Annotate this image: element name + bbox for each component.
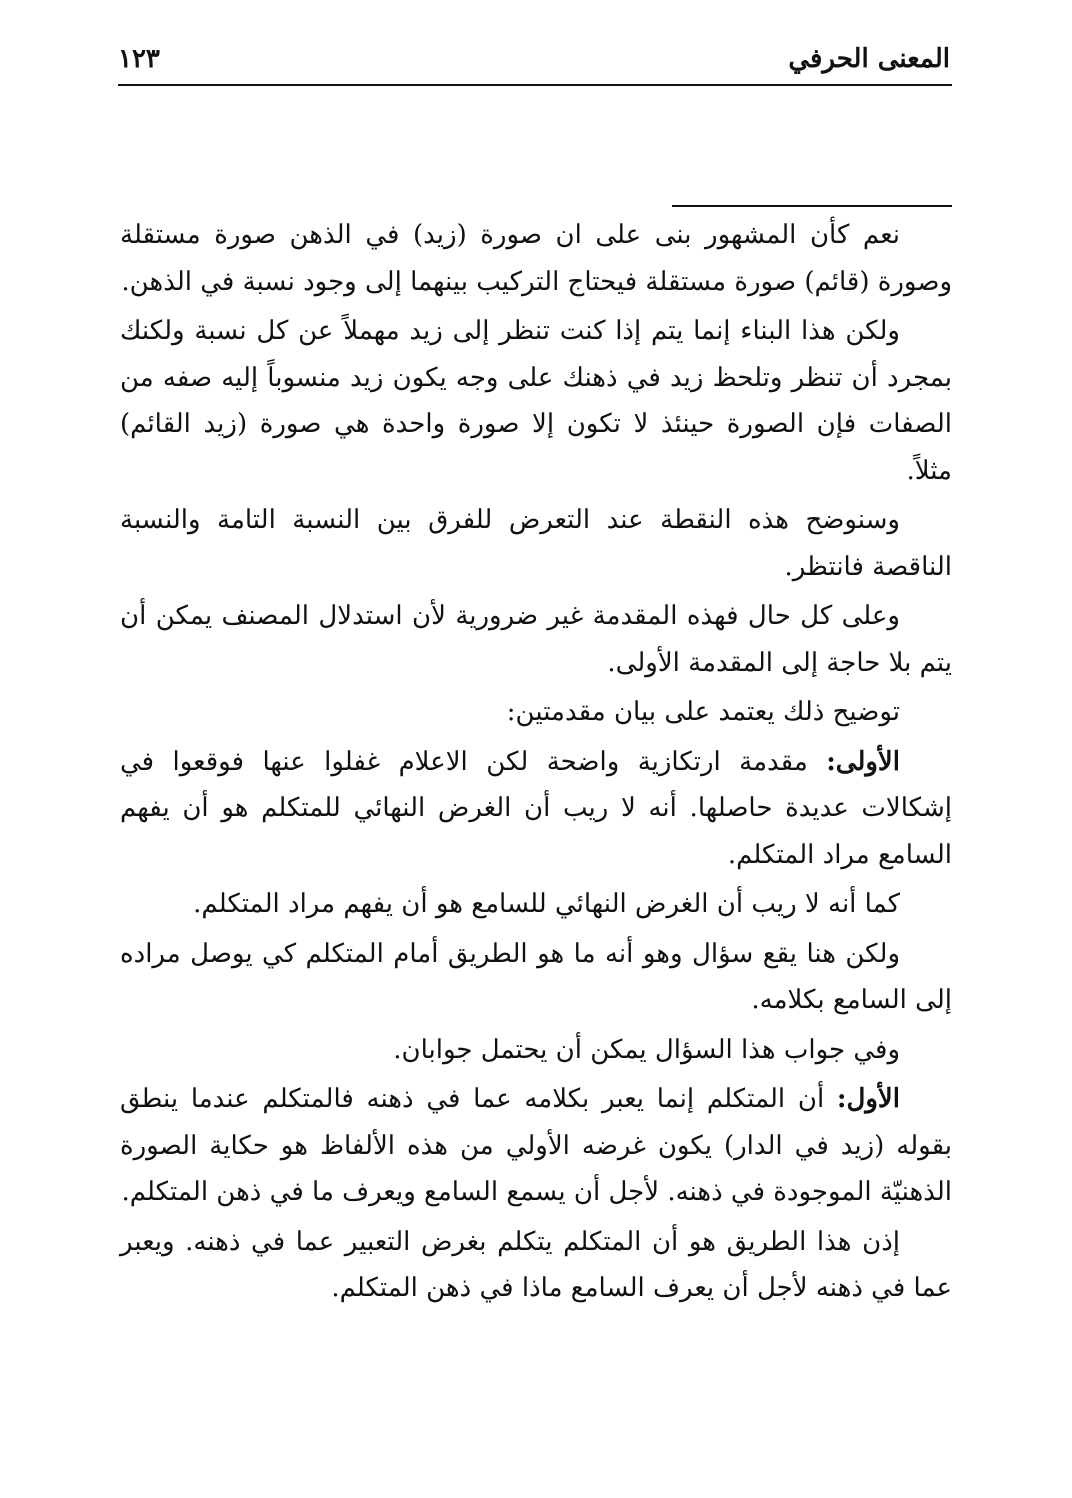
paragraph — [120, 1076, 952, 1216]
paragraph — [120, 308, 952, 494]
paragraph-text: أن المتكلم إنما يعبر بكلامه عما في ذهنه فالمتكلم عندما ينطق بقوله (زيد في الدار) يكون غرضه الأولي من هذه الألفاظ هو حكاية الصورة الذهنيّة الموجودة في ذهنه. لأجل أن يسمع السامع ويعرف ما في ذهن المتكلم. — [120, 1084, 952, 1207]
paragraph-text: إذن هذا الطريق هو أن المتكلم يتكلم بغرض التعبير عما في ذهنه. ويعبر عما في ذهنه لأجل أن يعرف السامع ماذا في ذهن المتكلم. — [120, 1226, 952, 1303]
paragraph — [120, 689, 952, 736]
page-header — [118, 38, 950, 82]
header-rule — [118, 84, 952, 86]
running-head: المعنى الحرفي — [788, 44, 950, 74]
footnote-text — [120, 212, 952, 1315]
paragraph-text: وعلى كل حال فهذه المقدمة غير ضرورية لأن استدلال المصنف يمكن أن يتم بلا حاجة إلى المقدمة الأولى. — [120, 601, 952, 678]
paragraph-lead-term: الأول: — [836, 1084, 900, 1114]
paragraph-text: كما أنه لا ريب أن الغرض النهائي للسامع هو أن يفهم مراد المتكلم. — [193, 889, 900, 919]
paragraph — [120, 497, 952, 590]
paragraph-lead-term: الأولى: — [826, 746, 900, 777]
paragraph-text: مقدمة ارتكازية واضحة لكن الاعلام غفلوا عنها فوقعوا في إشكالات عديدة حاصلها. أنه لا ريب أن الغرض النهائي للمتكلم هو أن يفهم السامع مراد المتكلم. — [120, 746, 952, 870]
paragraph-text: نعم كأن المشهور بنى على ان صورة (زيد) في الذهن صورة مستقلة وصورة (قائم) صورة مستقلة فيحتاج التركيب بينهما إلى وجود نسبة في الذهن. — [120, 220, 952, 297]
paragraph — [120, 212, 952, 305]
paragraph — [120, 931, 952, 1024]
paragraph — [120, 881, 952, 928]
paragraph-text: وفي جواب هذا السؤال يمكن أن يحتمل جوابان. — [393, 1034, 900, 1065]
paragraph-text: ولكن هنا يقع سؤال وهو أنه ما هو الطريق أمام المتكلم كي يوصل مراده إلى السامع بكلامه. — [120, 938, 952, 1015]
paragraph-text: توضيح ذلك يعتمد على بيان مقدمتين: — [506, 697, 900, 727]
page-number: ١٢٣ — [118, 44, 160, 74]
paragraph-text: وسنوضح هذه النقطة عند التعرض للفرق بين النسبة التامة والنسبة الناقصة فانتظر. — [120, 505, 952, 582]
footnote-rule — [672, 205, 952, 207]
paragraph — [120, 739, 952, 879]
paragraph — [120, 1027, 952, 1074]
paragraph — [120, 593, 952, 686]
paragraph-text: ولكن هذا البناء إنما يتم إذا كنت تنظر إلى زيد مهملاً عن كل نسبة ولكنك بمجرد أن تنظر وتلحظ زيد في ذهنك على وجه يكون زيد منسوباً إليه صفه من الصفات فإن الصورة حينئذ لا تكون إلا صورة واحدة هي صورة (زيد القائم) مثلاً. — [120, 316, 952, 486]
paragraph — [120, 1219, 952, 1312]
